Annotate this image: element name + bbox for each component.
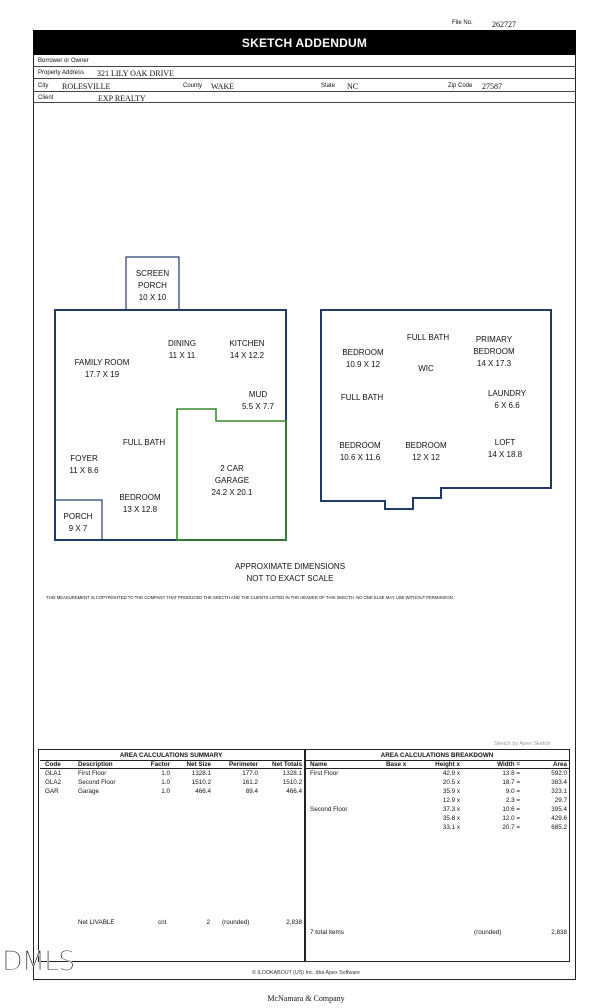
file-no-label: File No.: [452, 20, 473, 26]
software-credit: © ILOOKABOUT (US) Inc. dba Apex Software: [251, 970, 361, 976]
breakdown-area: 429.6: [551, 815, 567, 822]
bedroom-label: BEDROOM 13 X 12.8: [119, 493, 161, 514]
summary-net-total: 1328.1: [282, 770, 302, 777]
summary-net-total: 1510.2: [282, 779, 302, 786]
file-no-value: 262727: [492, 20, 516, 29]
state-label: State: [321, 83, 336, 89]
summary-factor: 1.0: [161, 770, 170, 777]
breakdown-height: 33.1 x: [442, 824, 460, 831]
summary-factor: 1.0: [161, 779, 170, 786]
sketch-by-note: Sketch by Apex Sketch: [494, 741, 551, 747]
breakdown-width: 9.0 =: [505, 788, 520, 795]
breakdown-name: Second Floor: [310, 806, 348, 813]
county-label: County: [183, 83, 203, 89]
dining-label: DINING 11 X 11: [168, 339, 196, 360]
breakdown-area: 383.4: [551, 779, 567, 786]
breakdown-total: 2,838: [551, 929, 567, 936]
summary-col-code: Code: [45, 761, 61, 768]
breakdown-height: 20.5 x: [442, 779, 460, 786]
foyer-label: FOYER 11 X 8.6: [69, 454, 99, 475]
page-title: SKETCH ADDENDUM: [33, 30, 576, 55]
state-value: NC: [347, 82, 359, 91]
bedroom-1-label: BEDROOM 10.9 X 12: [342, 348, 384, 369]
summary-net-size: 1328.1: [191, 770, 211, 777]
breakdown-width: 12.0 =: [502, 815, 520, 822]
breakdown-width: 20.7 =: [502, 824, 520, 831]
laundry-label: LAUNDRY 6 X 6.6: [487, 389, 527, 410]
summary-total: 2,838: [286, 919, 302, 926]
dmls-watermark: DMLS: [2, 946, 75, 977]
breakdown-col-base: Base x: [386, 761, 407, 768]
breakdown-height: 35.8 x: [442, 815, 460, 822]
rounded-label: (rounded): [222, 919, 250, 926]
summary-col-description: Description: [78, 761, 113, 768]
breakdown-height: 37.3 x: [442, 806, 460, 813]
breakdown-col-area: Area: [552, 761, 567, 768]
copyright-note: THIS MEASUREMENT IS COPYRIGHTED TO THE COMPANY THAT PRODUCED THE SKECTH AND THE CLIENTS LISTED IN THE HEADER OF THIS SKECTH. NO ONE ELSE MAY USE WITHOUT PERMISSION: [46, 595, 453, 600]
zip-value: 27587: [482, 82, 502, 91]
city-value: ROLESVILLE: [62, 82, 111, 91]
divider: [306, 768, 569, 769]
full-bath-top-label: FULL BATH: [406, 333, 450, 342]
county-value: WAKE: [211, 82, 235, 91]
city-label: City: [38, 83, 49, 89]
wic-label: WIC: [418, 364, 434, 373]
summary-net-total: 466.4: [286, 788, 302, 795]
breakdown-col-height: Height x: [435, 761, 460, 768]
breakdown-name: First Floor: [310, 770, 339, 777]
garage-label: 2 CAR GARAGE 24.2 X 20.1: [211, 464, 253, 497]
loft-label: LOFT 14 X 18.8: [487, 438, 523, 459]
breakdown-width: 18.7 =: [502, 779, 520, 786]
breakdown-col-name: Name: [310, 761, 328, 768]
address-label: Property Address: [38, 70, 85, 76]
breakdown-height: 12.9 x: [442, 797, 460, 804]
address-value: 321 LILY OAK DRIVE: [97, 69, 174, 78]
net-livable-label: Net LIVABLE: [78, 919, 115, 926]
breakdown-width: 10.6 =: [502, 806, 520, 813]
cnt-label: cnt: [158, 919, 167, 926]
breakdown-area: 592.0: [551, 770, 567, 777]
summary-code: GLA1: [45, 770, 62, 777]
summary-perimeter: 161.2: [242, 779, 258, 786]
summary-perimeter: 177.0: [242, 770, 258, 777]
summary-col-net-size: Net Size: [186, 761, 211, 768]
breakdown-title: AREA CALCULATIONS BREAKDOWN: [380, 752, 494, 759]
borrower-label: Borrower or Owner: [38, 58, 89, 64]
summary-perimeter: 89.4: [245, 788, 258, 795]
screen-porch-label: SCREEN PORCH 10 X 10: [135, 269, 170, 302]
summary-net-size: 466.4: [195, 788, 211, 795]
kitchen-label: KITCHEN 14 X 12.2: [229, 339, 265, 360]
porch-label: PORCH 9 X 7: [63, 512, 93, 533]
company-footer: McNamara & Company: [267, 994, 345, 1003]
breakdown-col-width: Width =: [497, 761, 520, 768]
breakdown-width: 2.3 =: [505, 797, 520, 804]
total-items-label: 7 total items: [310, 929, 344, 936]
breakdown-area: 685.2: [551, 824, 567, 831]
summary-code: GAR: [45, 788, 59, 795]
bedroom-3-label: BEDROOM 12 X 12: [405, 441, 447, 462]
primary-bedroom-label: PRIMARY BEDROOM 14 X 17.3: [473, 335, 515, 368]
summary-description: Garage: [78, 788, 100, 795]
cnt-value: 2: [206, 919, 210, 926]
zip-label: Zip Code: [448, 83, 473, 89]
breakdown-height: 35.9 x: [442, 788, 460, 795]
breakdown-height: 42.9 x: [442, 770, 460, 777]
breakdown-area: 323.1: [551, 788, 567, 795]
full-bath-left-label: FULL BATH: [340, 393, 384, 402]
summary-factor: 1.0: [161, 788, 170, 795]
summary-title: AREA CALCULATIONS SUMMARY: [119, 752, 223, 759]
breakdown-area: 29.7: [554, 797, 567, 804]
breakdown-rounded-label: (rounded): [474, 929, 502, 936]
client-label: Client: [38, 95, 54, 101]
breakdown-area: 395.4: [551, 806, 567, 813]
summary-code: GLA2: [45, 779, 62, 786]
breakdown-width: 13.8 =: [502, 770, 520, 777]
full-bath-label: FULL BATH: [122, 438, 166, 447]
divider: [40, 768, 302, 769]
summary-col-factor: Factor: [150, 761, 170, 768]
summary-col-net-totals: Net Totals: [272, 761, 302, 768]
summary-col-perimeter: Perimeter: [228, 761, 258, 768]
summary-net-size: 1510.2: [191, 779, 211, 786]
mud-label: MUD 5.5 X 7.7: [241, 390, 275, 411]
summary-description: Second Floor: [78, 779, 116, 786]
table-divider: [304, 749, 306, 962]
client-value: EXP REALTY: [98, 94, 146, 103]
bedroom-2-label: BEDROOM 10.6 X 11.6: [339, 441, 381, 462]
family-room-label: FAMILY ROOM 17.7 X 19: [74, 358, 130, 379]
summary-description: First Floor: [78, 770, 107, 777]
approx-dimensions-note: APPROXIMATE DIMENSIONS NOT TO EXACT SCALE: [234, 562, 346, 583]
